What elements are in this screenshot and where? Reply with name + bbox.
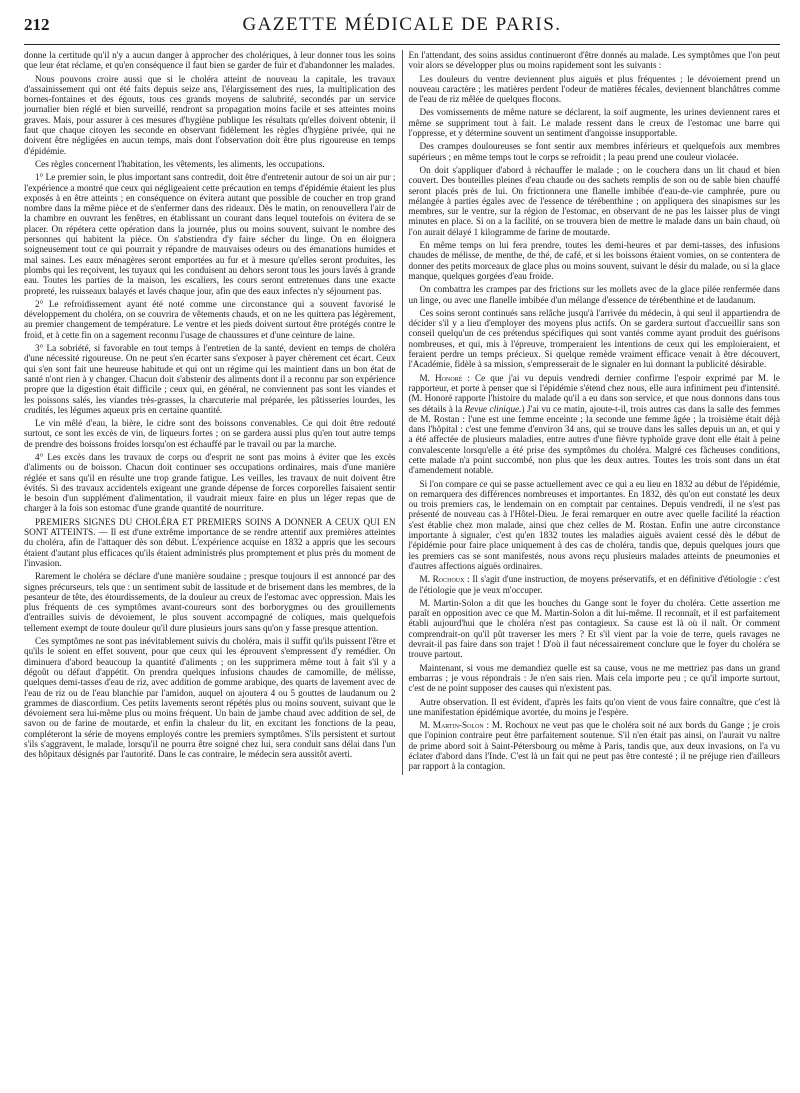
journal-reference: Revue clinique.	[462, 403, 522, 414]
paragraph: Si l'on compare ce qui se passe actuellement avec ce qui a eu lieu en 1832 au début de l'épidémie, on remarquera des différences nombreuses et importantes. En 1832, dès qu'on eut constaté les deux ou trois premiers cas, le lendemain on en comptait par centaines. Depuis vendredi, il ne s'est pas présenté de nouveau cas à l'Hôtel-Dieu. Je ferai remarquer en outre avec quelle facilité la réaction s'est établie chez mon malade, ainsi que chez celles de M. Rostan. Enfin une autre circonstance importante à signaler, c'est qu'en 1832 toutes les maladies aiguës avaient cessé dès le début de l'épidémie pour faire place uniquement à des cas de choléra, tandis que, depuis quelques jours que les premiers cas se sont manifestés, nous avons reçu plusieurs malades atteints de pneumonies et d'autres affections aiguës ordinaires.	[408, 478, 780, 571]
paragraph: On combattra les crampes par des frictions sur les mollets avec de la glace pilée renfermée dans un linge, ou avec une flanelle imbibée d'un mélange d'essence de térébenthine et de laudanum.	[408, 284, 780, 305]
right-column	[402, 50, 781, 775]
paragraph: Ces règles concernent l'habitation, les vêtements, les aliments, les occupations.	[35, 158, 325, 169]
paragraph: Ces soins seront continués sans relâche jusqu'à l'arrivée du médecin, à qui seul il appartiendra de décider s'il y a lieu d'employer des moyens plus actifs. On se gardera surtout d'accueillir sans son conseil quelqu'un de ces prétendus spécifiques qui sont vantés comme ayant produit des guérisons nombreuses, et qui, mis à l'épreuve, tromperaient les intentions de ceux qui les emploieraient, et feraient perdre un temps précieux. Si quelque remède vraiment efficace venait à être découvert, l'Académie, fidèle à sa mission, s'empresserait de le signaler en lui donnant la publicité désirable.	[408, 307, 780, 370]
speaker-paragraph	[409, 720, 781, 771]
speaker-paragraph	[409, 574, 781, 595]
section-heading: PREMIERS SIGNES DU CHOLÉRA ET PREMIERS SOINS A DONNER A CEUX QUI EN SONT ATTEINTS.	[24, 516, 396, 538]
speaker-name: M. Honoré	[419, 372, 463, 383]
page-header	[24, 14, 780, 45]
paragraph: Le vin mêlé d'eau, la bière, le cidre sont des boissons convenables. Ce qui doit être redouté surtout, ce sont les excès de vin, de liqueurs fortes ; on se gardera aussi plus qu'en tout autre temps de prendre des boissons froides lorsqu'on est échauffé par le travail ou par la marche.	[24, 418, 396, 449]
speaker-text: : Il s'agit d'une instruction, de moyens préservatifs, et en définitive d'étiologie : c'est de l'étiologie que je veux m'occuper.	[408, 574, 780, 595]
paragraph: Des crampes douloureuses se font sentir aux membres inférieurs et quelquefois aux membres supérieurs ; en même temps tout le corps se refroidit ; la peau prend une couleur violacée.	[408, 141, 780, 162]
section-paragraph	[24, 517, 396, 568]
paragraph: Les douleurs du ventre deviennent plus aiguës et plus fréquentes ; le dévoiement prend un nouveau caractère ; les matières perdent l'odeur de matières fécales, deviennent blanchâtres comme de l'eau de riz mêlée de quelques flocons.	[408, 73, 780, 105]
journal-title: GAZETTE MÉDICALE DE PARIS.	[242, 14, 562, 35]
speaker-name: M. Rochoux	[419, 574, 465, 585]
paragraph: 2° Le refroidissement ayant été noté comme une circonstance qui a souvent favorisé le développement du choléra, on se couvrira de vêtements chauds, et on ne les quittera pas légèrement, au premier changement de température. Le ventre et les pieds doivent surtout être protégés contre le froid, et à cette fin on a sagement reconnu l'usage de chaussures et d'une ceinture de laine.	[24, 298, 396, 340]
paragraph: En même temps on lui fera prendre, toutes les demi-heures et par demi-tasses, des infusions chaudes de mélisse, de menthe, de thé, de café, et si les boissons étaient vomies, on se contentera de donner des petits morceaux de glace plus ou moins souvent, suivant le désir du malade, ou si la glace manque, quelques gorgées d'eau froide.	[408, 240, 780, 281]
paragraph: 3° La sobriété, si favorable en tout temps à l'entretien de la santé, devient en temps de choléra d'une nécessité rigoureuse. On ne peut s'en écarter sans s'exposer à payer chèrement cet écart. Ceux qui s'en sont fait une heureuse habitude et qui ont un régime qui les maintient dans un bon état de santé n'ont rien à y changer. Chacun doit s'abstenir des aliments dont il a reconnu par son expérience propre que la digestion était difficile ; ceux qui, en général, ne conviennent pas sont les viandes et les poissons salés, les viandes très-grasses, la charcuterie mal préparée, les pâtisseries lourdes, les crudités, les légumes aqueux pris en certaine quantité.	[24, 343, 396, 415]
paragraph: Ces symptômes ne sont pas inévitablement suivis du choléra, mais il suffit qu'ils puissent l'être et qu'ils le soient en effet souvent, pour que ceux qui les éprouvent s'empressent d'y remédier. On diminuera d'abord beaucoup la quantité d'aliments ; on les supprimera même tout à fait s'il y a dégoût ou défaut d'appétit. On prendra quelques infusions chaudes de camomille, de mélisse, quelques demi-tasses d'eau de riz, avec addition de gomme arabique, des quarts de lavement avec de l'eau de riz ou de l'eau blanchie par l'amidon, auquel on ajoutera 4 ou 5 gouttes de laudanum ou 2 grammes de diascordium. Ces petits lavements seront répétés plus ou moins souvent, suivant que le dévoiement sera lui-même plus ou moins fréquent. Un bain de jambe chaud avec addition de sel, de savon ou de farine de moutarde, et enfin la chaleur du lit, en excitant les fonctions de la peau, compléteront la série de moyens employés contre les premiers symptômes. S'ils persistent et surtout s'ils s'aggravent, le malade, lorsqu'il ne pourra être soigné chez lui, sera conduit sans délai dans l'un des hôpitaux désignés par l'autorité. Dans le cas contraire, le médecin sera aussitôt averti.	[24, 636, 396, 760]
page-number: 212	[24, 15, 50, 34]
speaker-text-rest: ) J'ai vu ce matin, ajoute-t-il, trois autres cas dans la salle des femmes de M. Rostan : l'une est une femme enceinte ; la seconde une femme âgée ; la troisième était déjà dans l'hôpital : c'est une femme d'environ 34 ans, qui se trouve dans les salles depuis un an, et qui y a été affectée de plusieurs maladies, entre autres d'une fièvre typhoïde grave dont elle était à peine convalescente lorsqu'elle a été prise des symptômes du choléra. Malgré ces fâcheuses conditions, cette malade n'a point succombé, non plus que les deux autres. Toutes les trois sont dans un état d'amendement notable.	[408, 403, 781, 476]
speaker-paragraph	[409, 373, 781, 476]
paragraph: donne la certitude qu'il n'y a aucun danger à approcher des cholériques, à leur donner tous les soins que leur état réclame, et qu'en conséquence il faut bien se garder de fuir et d'abandonner les malades.	[24, 50, 396, 71]
paragraph: Autre observation. Il est évident, d'après les faits qu'on vient de vous faire connaître, que c'est là une manifestation épidémique avortée, du moins je l'espère.	[408, 696, 780, 717]
paragraph: 1° Le premier soin, le plus important sans contredit, doit être d'entretenir autour de soi un air pur ; l'expérience a montré que ceux qui négligeaient cette précaution en temps d'épidémie étaient les plus exposés à en être atteints ; en conséquence on évitera autant que possible de coucher en trop grand nombre dans la même pièce et de s'enfermer dans des rideaux. Dès le matin, on renouvellera l'air de la chambre en ouvrant les fenêtres, en établissant un courant dans lequel toutefois on évitera de se placer. On répétera cette opération dans la journée, plus ou moins souvent, suivant le nombre des personnes qui habitent la pièce. On s'abstiendra d'y faire sécher du linge. On en éloignera soigneusement tout ce qui pourrait y répandre de mauvaises odeurs ou des émanations humides et mal saines. Les eaux ménagères seront emportées au fur et à mesure qu'elles seront produites, les plombs qui les reçoivent, les tuyaux qui les conduisent au dehors seront tous les jours lavés à grande eau. Toutes les parties de la maison, les escaliers, les cours seront entretenues dans une exacte propreté, les ruisseaux balayés et lavés chaque jour, afin que des eaux infectes n'y séjournent pas.	[24, 172, 396, 296]
paragraph: M. Martin-Solon a dit que les bouches du Gange sont le foyer du choléra. Cette assertion me paraît en opposition avec ce que M. Martin-Solon a dit lui-même. Il reconnaît, et il est parfaitement établi aujourd'hui que le choléra n'est pas contagieux. Sa cause est là où il naît. Or comment comprendrait-on qu'il pût traverser les mers ? Et s'il vient par la voie de terre, quels ravages ne devrait-il pas faire dans son trajet ! D'où il faut nécessairement conclure que le foyer du choléra se trouve partout.	[408, 597, 780, 660]
paragraph: 4° Les excès dans les travaux de corps ou d'esprit ne sont pas moins à éviter que les excès d'aliments ou de boisson. Chacun doit continuer ses occupations ordinaires, mais d'une manière réglée et sans qu'il en résulte une trop grande fatigue. Les veilles, les travaux de nuit doivent être évités. Si des travaux accidentels exigeant une grande dépense de forces corporelles faisaient sentir le besoin d'un supplément d'alimentation, il vaudrait mieux faire en plus un léger repas que de charger à la fois son estomac d'une grande quantité de nourriture.	[24, 451, 396, 514]
paragraph: On doit s'appliquer d'abord à réchauffer le malade ; on le couchera dans un lit chaud et bien couvert. Des bouteilles pleines d'eau chaude ou des sachets remplis de son ou de sable bien chauffé seront placés près de lui. On frictionnera une flanelle imbibée d'eau-de-vie camphrée, pure ou mélangée à parties égales avec de l'essence de térébenthine ; on appliquera des sinapismes sur les membres, sur le ventre, sur la région de l'estomac, en observant de ne pas les laisser plus de vingt minutes en place. Si on a la facilité, on se trouvera bien de mettre le malade dans un bain chaud, où l'on aurait délayé 1 kilogramme de farine de moutarde.	[408, 164, 780, 237]
speaker-name: M. Martin-Solon	[419, 720, 484, 731]
text-columns	[24, 50, 780, 775]
paragraph: Rarement le choléra se déclare d'une manière soudaine ; presque toujours il est annoncé par des signes précurseurs, tels que : un sentiment subit de lassitude et de brisement dans les membres, de la pesanteur de tête, des étourdissements, de la douleur au creux de l'estomac avec oppression. Mais les plus fréquents de ces symptômes avant-coureurs sont des borborygmes ou des grouillements d'entrailles suivis de dévoiement, le plus souvent accompagné de coliques, mais quelquefois tellement exempt de toute douleur qu'il dure plusieurs jours sans qu'on y fasse presque attention.	[24, 571, 396, 633]
paragraph: En l'attendant, des soins assidus continueront d'être donnés au malade. Les symptômes que l'on peut voir alors se développer plus ou moins rapidement sont les suivants :	[408, 50, 780, 71]
paragraph: Maintenant, si vous me demandiez quelle est sa cause, vous ne me mettriez pas dans un grand embarras ; je vous répondrais : Je n'en sais rien. Mais cela importe peu ; ce qu'il importe surtout, c'est de ne point supposer des causes qui n'existent pas.	[408, 662, 780, 694]
paragraph: Des vomissements de même nature se déclarent, la soif augmente, les urines deviennent rares et même se suppriment tout à fait. Le malade ressent dans le creux de l'estomac une barre qui l'oppresse, et y détermine souvent un sentiment d'angoisse insupportable.	[408, 107, 780, 139]
section-intro: — Il est d'une extrême importance de se rendre attentif aux premières atteintes du choléra, afin de l'attaquer dès son début. L'expérience acquise en 1832 a appris que les secours étaient d'autant plus efficaces qu'ils étaient administrés plus promptement et plus près du moment de l'invasion.	[24, 527, 396, 568]
speaker-text: : M. Rochoux ne veut pas que le choléra soit né aux bords du Gange ; je crois que l'opinion contraire peut être parfaitement soutenue. S'il n'en était pas ainsi, on l'aurait vu naître de prime abord soit à Saint-Pétersbourg ou même à Paris, tandis que, aux deux invasions, on l'a vu éclater d'abord dans l'Inde. C'est là un fait qui ne peut pas être contesté ; il ne préjuge rien d'ailleurs par rapport à la contagion.	[408, 720, 780, 772]
paragraph: Nous pouvons croire aussi que si le choléra atteint de nouveau la capitale, les travaux d'assainissement qui ont été faits depuis seize ans, l'élargissement des rues, la multiplication des bornes-fontaines et des égouts, tous ces grands moyens de salubrité, secondés par un service journalier bien réglé et bien surveillé, rendront sa propagation moins facile et ses atteintes moins graves. Mais, pour assurer à ces mesures d'hygiène publique les résultats qu'elles doivent obtenir, il faut que chaque citoyen les seconde en observant fidèlement les règles d'hygiène privée, qui ne doivent être négligées en aucun temps, mais dont l'observation doit être plus rigoureuse en temps d'épidémie.	[24, 73, 396, 156]
speaker-text: : Ce que j'ai vu depuis vendredi dernier confirme l'espoir exprimé par M. le rapporteur, et porte à penser que si l'épidémie s'étend chez nous, elle aura infiniment peu d'intensité. (M. Honoré rapporte l'histoire du malade qu'il a eu dans son service, et que nous donnons dans tous ses détails à la	[408, 372, 780, 414]
left-column	[24, 50, 402, 763]
